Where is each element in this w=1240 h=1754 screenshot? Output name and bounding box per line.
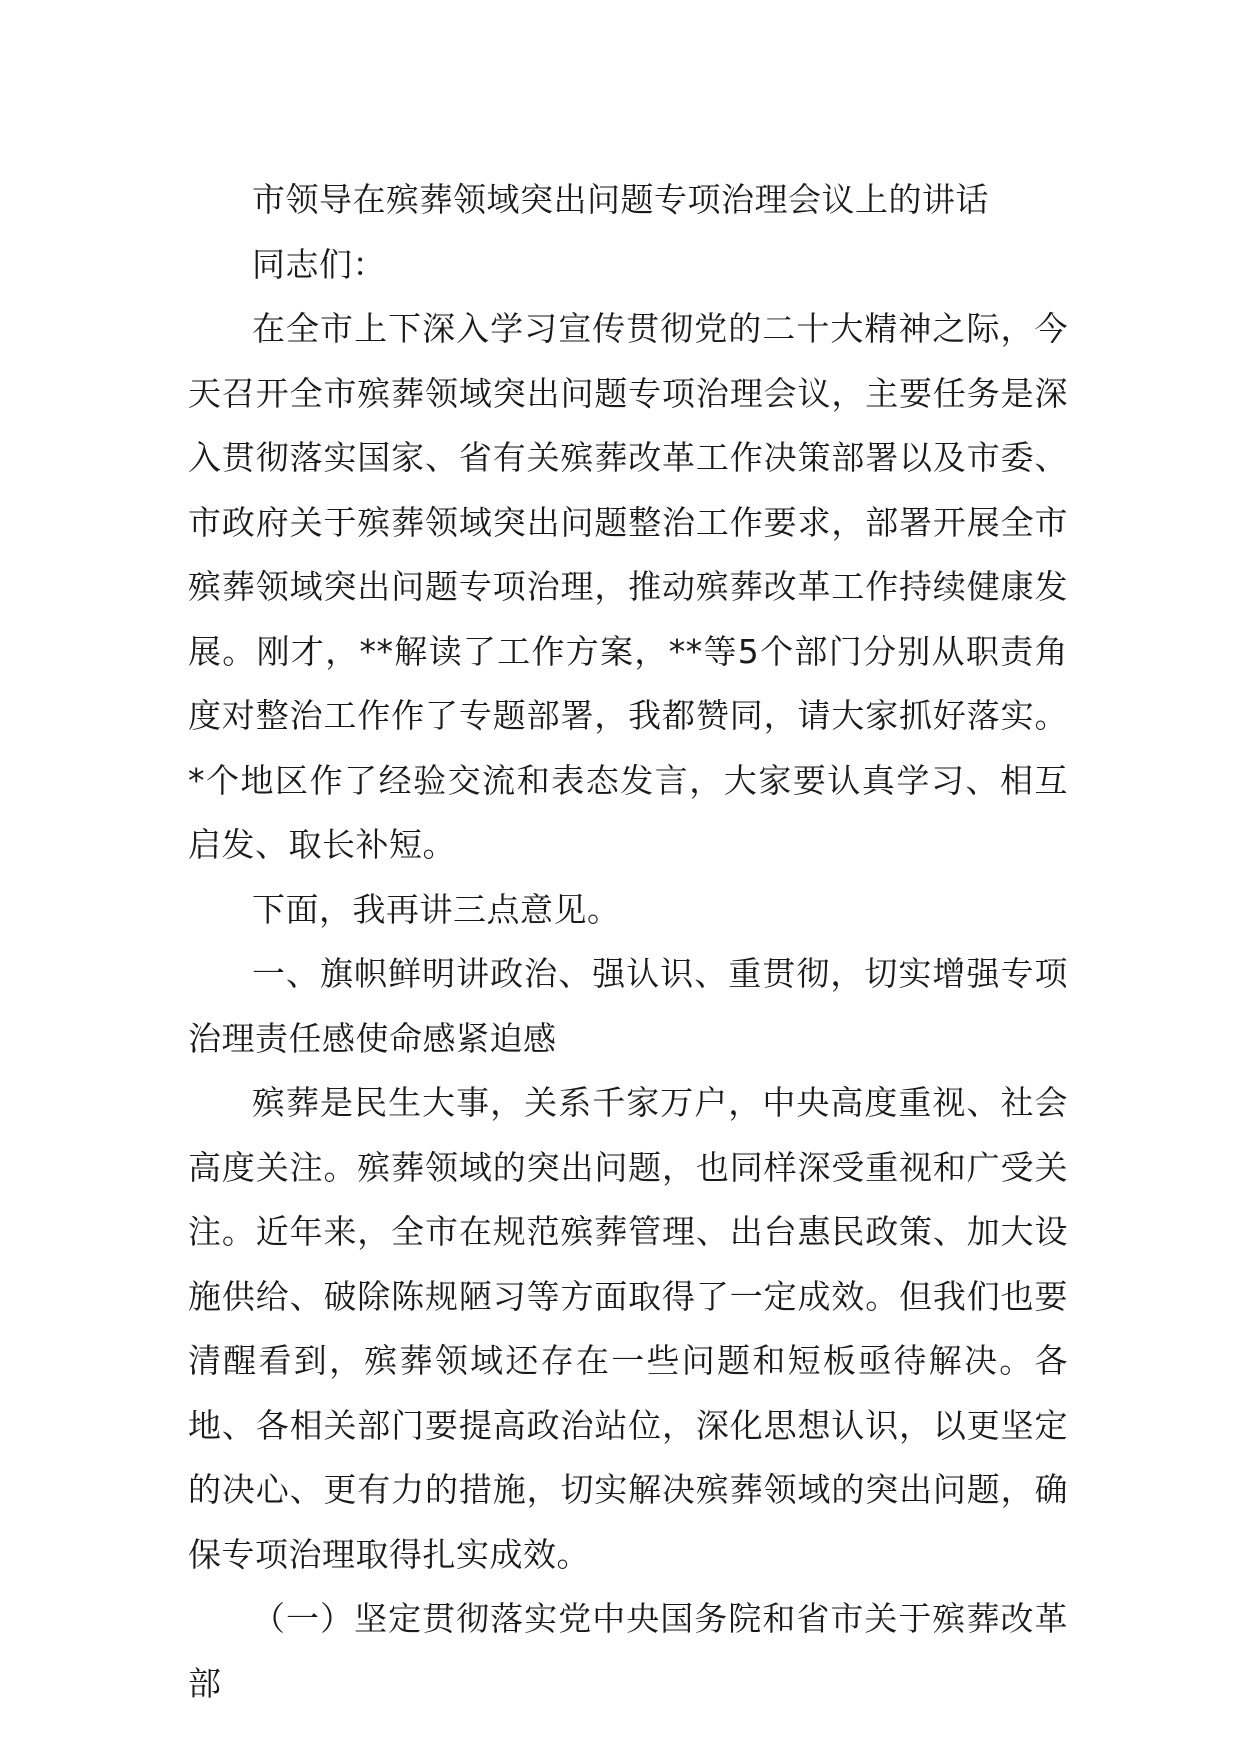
paragraph-intro: 在全市上下深入学习宣传贯彻党的二十大精神之际，今天召开全市殡葬领域突出问题专项治理会议，主要任务是深入贯彻落实国家、省有关殡葬改革工作决策部署以及市委、市政府关于殡葬领域突出问题整治工作要求，部署开展全市殡葬领域突出问题专项治理，推动殡葬改革工作持续健康发展。刚才，**解读了工作方案，**等5个部门分别从职责角度对整治工作作了专题部署，我都赞同，请大家抓好落实。*个地区作了经验交流和表态发言，大家要认真学习、相互启发、取长补短。 <box>188 309 1068 864</box>
subsection-heading-1: （一）坚定贯彻落实党中央国务院和省市关于殡葬改革部 <box>188 1599 1068 1703</box>
paragraph-transition: 下面，我再讲三点意见。 <box>252 889 621 929</box>
greeting: 同志们： <box>252 244 386 284</box>
document-body <box>188 168 1068 1716</box>
document-title: 市领导在殡葬领域突出问题专项治理会议上的讲话 <box>252 180 989 219</box>
paragraph-section-1: 殡葬是民生大事，关系千家万户，中央高度重视、社会高度关注。殡葬领域的突出问题，也同样深受重视和广受关注。近年来，全市在规范殡葬管理、出台惠民政策、加大设施供给、破除陈规陋习等方面取得了一定成效。但我们也要清醒看到，殡葬领域还存在一些问题和短板亟待解决。各地、各相关部门要提高政治站位，深化思想认识，以更坚定的决心、更有力的措施，切实解决殡葬领域的突出问题，确保专项治理取得扎实成效。 <box>188 1083 1068 1574</box>
section-heading-1: 一、旗帜鲜明讲政治、强认识、重贯彻，切实增强专项治理责任感使命感紧迫感 <box>188 954 1068 1058</box>
